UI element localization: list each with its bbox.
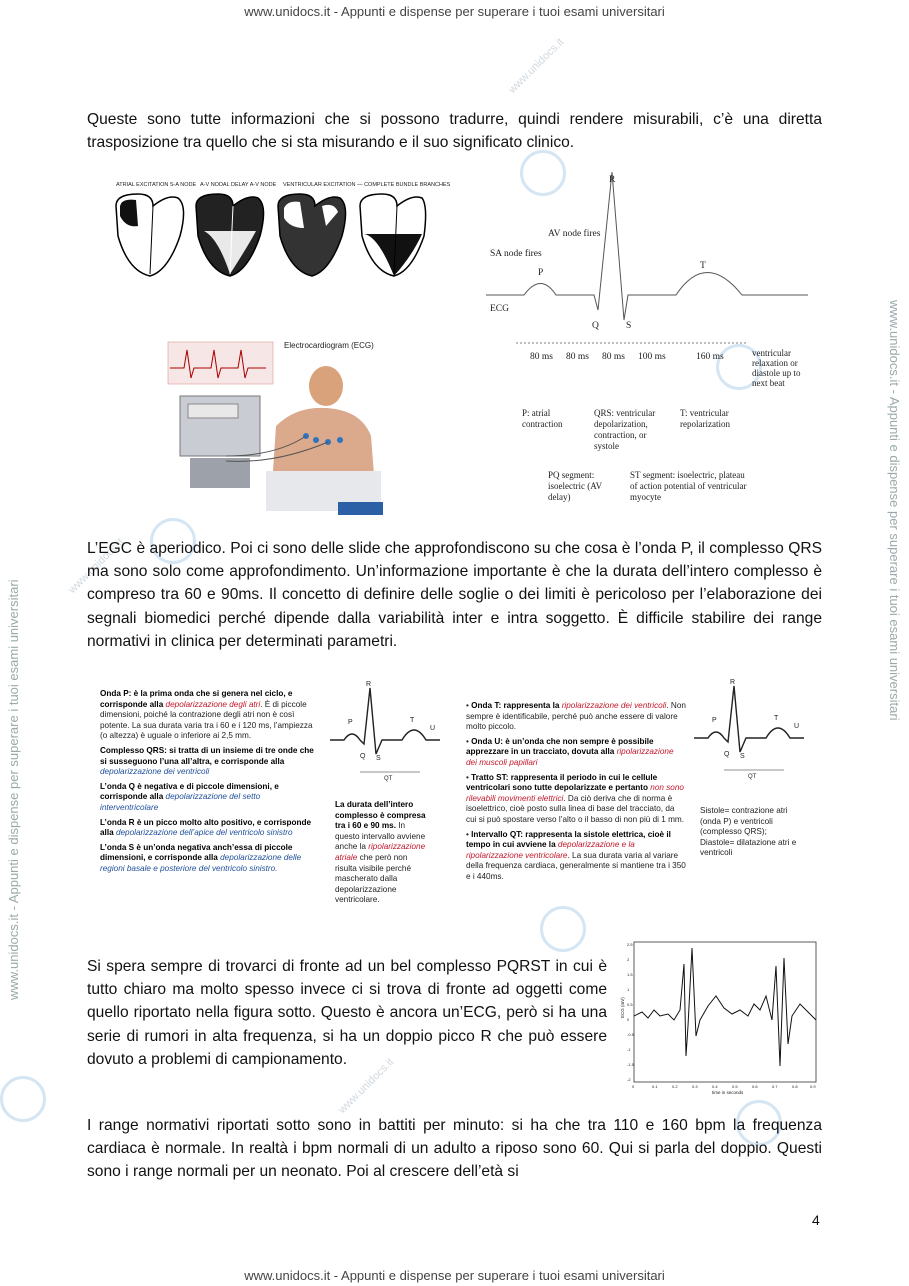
- xtick: 0.4: [712, 1084, 718, 1089]
- ytick: 0: [627, 1017, 630, 1022]
- pqrs-mini-ecg: [330, 680, 440, 790]
- xtick: 0.1: [652, 1084, 658, 1089]
- peak-t-label: T: [700, 261, 706, 271]
- xtick: 0.8: [792, 1084, 798, 1089]
- svg-text:R: R: [366, 681, 372, 688]
- svg-text:QT: QT: [748, 774, 757, 780]
- xtick: 0.9: [810, 1084, 816, 1089]
- ytick: -1: [627, 1047, 631, 1052]
- watermark-diagonal: www.unidocs.it: [66, 536, 127, 596]
- heart-diagram-4: [360, 194, 426, 276]
- duration-4: 100 ms: [638, 352, 666, 362]
- qrs-description: QRS: ventricular depolarization, contraction, or systole: [594, 408, 656, 451]
- onda-q-item: L’onda Q è negativa e di piccole dimensioni, e corrisponde alla depolarizzazione del setto interventricolare: [100, 781, 279, 812]
- sa-node-label: SA node fires: [490, 249, 542, 259]
- svg-text:U: U: [794, 723, 800, 730]
- ytick: 1: [627, 987, 630, 992]
- onda-s-item: L’onda S è un’onda negativa anch’essa di piccole dimensioni, e corrisponde alla depolarizzazione delle regioni basale e posteriore del ventricolo sinistro.: [100, 842, 302, 873]
- xtick: 0: [632, 1084, 635, 1089]
- duration-3: 80 ms: [602, 352, 625, 362]
- ytick: -0.5: [627, 1032, 634, 1037]
- sistole-item: Sistole= contrazione atri (onda P) e ventricoli (complesso QRS);: [700, 806, 788, 837]
- watermark-footer: [0, 1268, 909, 1283]
- slide-tu-text: [466, 701, 686, 883]
- ytick: 0.5: [627, 1002, 633, 1007]
- page-number: 4: [812, 1212, 820, 1228]
- heart-diagram-2: [196, 194, 264, 276]
- qrs-item: Complesso QRS: si tratta di un insieme di tre onde che si susseguono l’una all’altra, e corrisponde alla depolarizzazione dei ventricoli: [100, 745, 314, 777]
- xtick: 0.6: [752, 1084, 758, 1089]
- svg-text:P: P: [348, 719, 353, 726]
- peak-q-label: Q: [592, 321, 599, 331]
- onda-p-item: Onda P: è la prima onda che si genera nel ciclo, e corrisponde alla depolarizzazione degli atri. È di piccole dimensioni, poiché la contrazione degli atri non è così potente. La sua durata varia tra i 60 e i 120 ms, l’ampiezza (o altezza) è uguale o inferiore ai 2,5 mm.: [100, 689, 313, 741]
- ecg-photo-caption: Electrocardiogram (ECG): [284, 341, 374, 350]
- duration-1: 80 ms: [530, 352, 553, 362]
- noisy-ecg-yticks: [627, 942, 635, 1082]
- av-node-label: AV node fires: [548, 229, 601, 239]
- qrs-duration-box: La durata dell’intero complesso è compresa tra i 60 e 90 ms. In questo intervallo avviene anche la ripolarizzazione atriale che però non risulta visibile perché mascherato dalla depolarizzazione ventricolare.: [335, 800, 426, 905]
- ecg-label: ECG: [490, 304, 509, 314]
- watermark-side-left: www.unidocs.it - Appunti e dispense per superare i tuoi esami universitari: [6, 579, 21, 1000]
- relaxation-note: ventricular relaxation or diastole up to next beat: [752, 348, 801, 388]
- svg-text:R: R: [730, 679, 736, 686]
- watermark-logo-icon: [0, 1076, 46, 1122]
- paragraph-pqrst: Si spera sempre di trovarci di fronte ad un bel complesso PQRST in cui è tutto chiaro ma molto spesso invece ci si trova di fronte ad oggetti come quello riportato nella figura sotto. Questo è ancora un’ECG, però si ha una serie di rumori in alta frequenza, si ha un doppio picco R che può essere dovuto a problemi di campionamento.: [87, 958, 607, 1068]
- noisy-ecg-ylabel: ECG (mV): [620, 997, 625, 1018]
- svg-text:QT: QT: [384, 776, 393, 782]
- xtick: 0.2: [672, 1084, 678, 1089]
- ytick: 2.5: [627, 942, 633, 947]
- heart-diagram-3: [278, 194, 346, 276]
- ecg-strip: [168, 342, 273, 384]
- svg-text:T: T: [410, 717, 415, 724]
- noisy-ecg-xticks: [632, 1084, 816, 1089]
- onda-r-item: L’onda R è un picco molto alto positivo, e corrisponde alla depolarizzazione dell’apice del ventricolo sinistro: [100, 817, 312, 838]
- paragraph-egc: L’EGC è aperiodico. Poi ci sono delle slide che approfondiscono su che cosa è l’onda P, il complesso QRS ma sono solo come approfondimento. Un’informazione importante è che la durata dell’intero complesso è compreso tra 60 e 90ms. Il concetto di definire delle soglie o dei limiti è pericoloso per l’elaborazione dei segnali biomedici perché dipende dalla variabilità inter e intra soggetto. È difficile stabilire dei range normativi in clinica per determinati parametri.: [87, 540, 822, 650]
- slide-pqrs-text: [100, 689, 320, 875]
- watermark-logo-icon: [540, 906, 586, 952]
- peak-s-label: S: [626, 321, 632, 331]
- watermark-diagonal: www.unidocs.it: [336, 1056, 397, 1116]
- heart-label-2: A-V NODAL DELAY A-V NODE: [200, 182, 277, 188]
- watermark-header-text: www.unidocs.it - Appunti e dispense per superare i tuoi esami universitari: [244, 4, 665, 19]
- watermark-header: [0, 4, 909, 19]
- onda-t-item: • Onda T: rappresenta la ripolarizzazione dei ventricoli. Non sempre è identificabile, perché può anche essere di valore molto piccolo.: [466, 701, 686, 732]
- watermark-diagonal: www.unidocs.it: [506, 36, 567, 96]
- svg-text:P: P: [712, 717, 717, 724]
- noisy-ecg-xlabel: time in seconds: [712, 1090, 744, 1095]
- t-description: T: ventricular repolarization: [680, 408, 730, 429]
- sistole-diastole-note: [700, 806, 810, 859]
- svg-text:S: S: [376, 755, 381, 762]
- ytick: 2: [627, 957, 630, 962]
- svg-text:Q: Q: [724, 751, 730, 758]
- onda-u-item: • Onda U: è un’onda che non sempre è possibile apprezzare in un tracciato, dovuta alla ripolarizzazione dei muscoli papillari: [466, 736, 674, 767]
- noisy-ecg-plot: [620, 936, 820, 1096]
- heart-diagram-1: [116, 194, 184, 276]
- peak-r-label: R: [609, 175, 616, 185]
- svg-text:S: S: [740, 753, 745, 760]
- svg-text:Q: Q: [360, 753, 366, 760]
- p-description: P: atrial contraction: [522, 408, 563, 429]
- xtick: 0.5: [732, 1084, 738, 1089]
- ytick: -1.5: [627, 1062, 634, 1067]
- paragraph-intro: Queste sono tutte informazioni che si possono tradurre, quindi rendere misurabili, c’è una diretta trasposizione tra quello che si sta misurando e il suo significato clinico.: [87, 111, 822, 152]
- paragraph-bpm: I range normativi riportati sotto sono in battiti per minuto: si ha che tra 110 e 160 bpm la frequenza cardiaca è normale. In realtà i bpm normali di un adulto a riposo sono 60. Qui si parla del doppio. Questi sono i range normali per un neonato. Poi al crescere dell’età si: [87, 1117, 822, 1181]
- ytick: 1.5: [627, 972, 633, 977]
- peak-p-label: P: [538, 268, 544, 278]
- tu-mini-ecg: [694, 678, 804, 788]
- intervallo-qt-item: • Intervallo QT: rappresenta la sistole elettrica, cioè il tempo in cui avviene la depolarizzazione e la ripolarizzazione ventricolare. La sua durata varia al variare della frequenza cardiaca, generalmente si mantiene tra i 350 e i 440ms.: [466, 829, 686, 881]
- xtick: 0.3: [692, 1084, 698, 1089]
- watermark-footer-text: www.unidocs.it - Appunti e dispense per superare i tuoi esami universitari: [244, 1268, 665, 1283]
- svg-text:T: T: [774, 715, 779, 722]
- ecg-waveform-diagram: [486, 170, 816, 520]
- diastole-item: Diastole= dilatazione atri e ventricoli: [700, 837, 797, 858]
- svg-text:U: U: [430, 725, 436, 732]
- heart-label-3: VENTRICULAR EXCITATION — COMPLETE BUNDLE BRANCHES: [283, 182, 451, 188]
- duration-2: 80 ms: [566, 352, 589, 362]
- ytick: -2: [627, 1077, 631, 1082]
- xtick: 0.7: [772, 1084, 778, 1089]
- ecg-patient-photo: [166, 336, 384, 516]
- duration-5: 160 ms: [696, 352, 724, 362]
- tratto-st-item: • Tratto ST: rappresenta il periodo in cui le cellule ventricolari sono tutte depolarizzate e pertanto non sono rilevabili movimenti elettrici. Da ciò deriva che di norma è isoelettrico, cioè posto sulla linea di base del tracciato, da cui si può spostare verso l’alto o il basso di non più di 1 mm.: [466, 772, 684, 824]
- heart-label-1: ATRIAL EXCITATION S-A NODE: [116, 182, 197, 188]
- pq-description: PQ segment: isoelectric (AV delay): [548, 470, 602, 502]
- st-description: ST segment: isoelectric, plateau of action potential of ventricular myocyte: [630, 470, 747, 502]
- heart-conduction-figure: [108, 176, 451, 284]
- watermark-side-right: www.unidocs.it - Appunti e dispense per superare i tuoi esami universitari: [887, 300, 902, 721]
